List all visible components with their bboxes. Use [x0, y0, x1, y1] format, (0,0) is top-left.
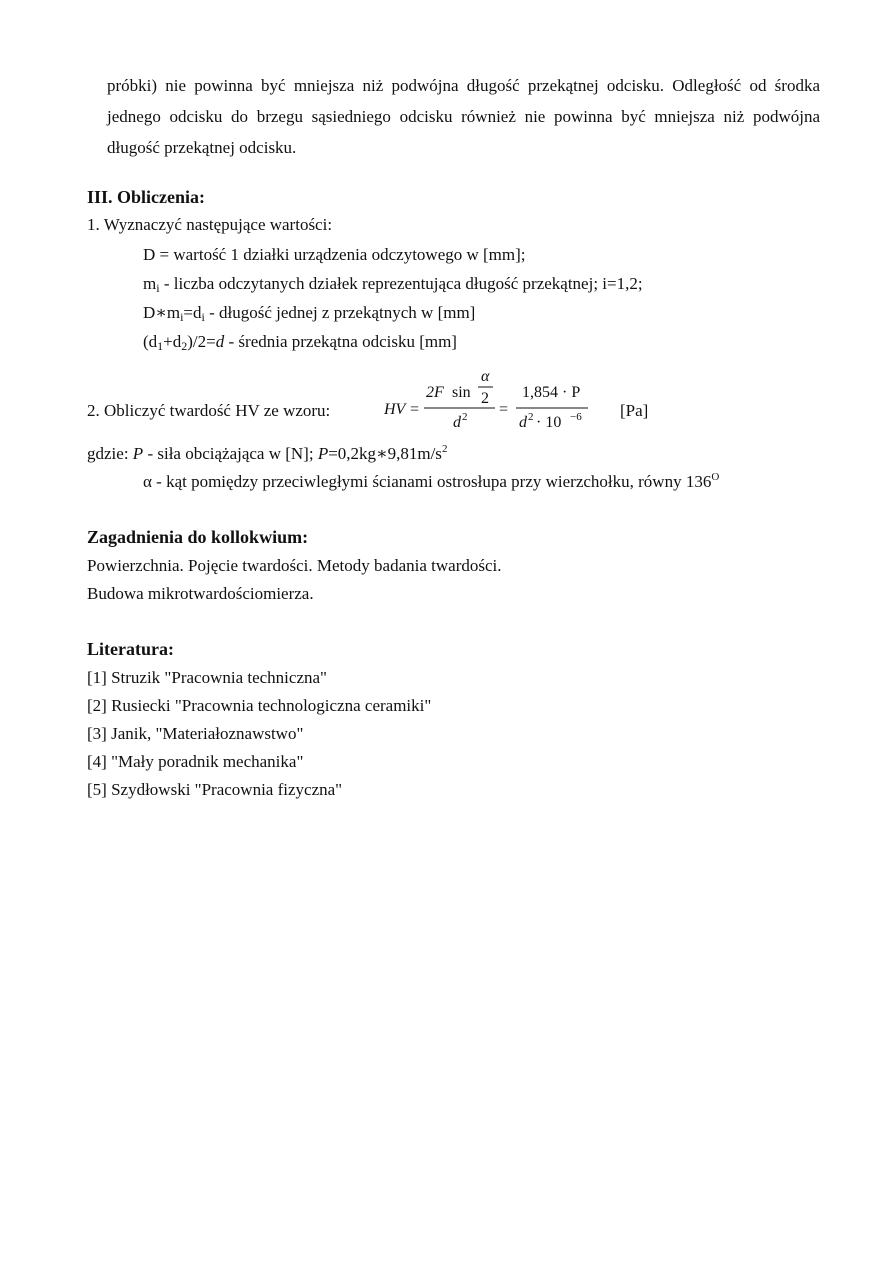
definition-mi: $m_i$ - liczba odczytanych działek reprezentująca długość przekątnej; i=1,2;: [143, 274, 643, 295]
literature-item-3: [3] Janik, "Materiałoznawstwo": [87, 724, 304, 743]
colloquium-line-1: Powierzchnia. Pojęcie twardości. Metody badania twardości.: [87, 556, 502, 575]
definition-di: $D∗m_i=d_i$ - długość jednej z przekątnych w [mm]: [143, 303, 476, 324]
formula-num1-2F: 2F: [426, 384, 444, 401]
intro-paragraph: próbki) nie powinna być mniejsza niż podwójna długość przekątnej odcisku. Odległość od środka jednego odcisku do brzegu sąsiedniego odcisku również nie powinna być mniejsza niż podwójna długość przekątnej odcisku.: [107, 76, 820, 157]
formula-den1: d: [453, 414, 461, 431]
literature-item-4: [4] "Mały poradnik mechanika": [87, 752, 304, 771]
literature-item-5: [5] Szydłowski "Pracownia fizyczna": [87, 780, 343, 799]
formula-unit: [Pa]: [620, 401, 649, 420]
item-1-text: 1. Wyznaczyć następujące wartości:: [87, 215, 333, 234]
formula-num2: 1,854 · P: [522, 384, 581, 401]
formula-den2-exp2: −6: [570, 411, 582, 423]
definition-D: D = wartość 1 działki urządzenia odczytowego w [mm];: [143, 245, 526, 264]
alpha-definition: α - kąt pomiędzy przeciwległymi ścianami ostrosłupa przy wierzchołku, równy $136^O$: [143, 471, 720, 491]
item-2-text: 2. Obliczyć twardość HV ze wzoru:: [87, 401, 331, 420]
formula-eq-1: =: [410, 401, 420, 418]
colloquium-heading: Zagadnienia do kollokwium:: [87, 527, 309, 547]
definition-average-d: $(d_1+d_2)/2=d$ - średnia przekątna odcisku [mm]: [143, 332, 457, 353]
formula-lhs: HV: [384, 401, 406, 418]
formula-alpha: α: [481, 370, 490, 385]
literature-heading: Literatura:: [87, 639, 174, 659]
section-heading-calculations: III. Obliczenia:: [87, 187, 206, 207]
formula-two: 2: [481, 390, 489, 407]
formula-num1-sin: sin: [452, 384, 471, 401]
colloquium-line-2: Budowa mikrotwardościomierza.: [87, 584, 314, 603]
formula-den2-d: d: [519, 414, 527, 431]
literature-item-2: [2] Rusiecki "Pracownia technologiczna ceramiki": [87, 696, 432, 715]
where-P-line: gdzie: P - siła obciążająca w [N]; $P=0,2kg∗9,81m/s^2$: [87, 443, 448, 463]
formula-eq-2: =: [499, 401, 509, 418]
hardness-formula-block: [87, 370, 707, 434]
literature-item-1: [1] Struzik "Pracownia techniczna": [87, 668, 327, 687]
formula-den2-exp: 2: [528, 411, 534, 423]
hv-formula: [382, 370, 612, 434]
formula-den1-exp: 2: [462, 411, 468, 423]
formula-den2-ten: · 10: [536, 414, 562, 431]
